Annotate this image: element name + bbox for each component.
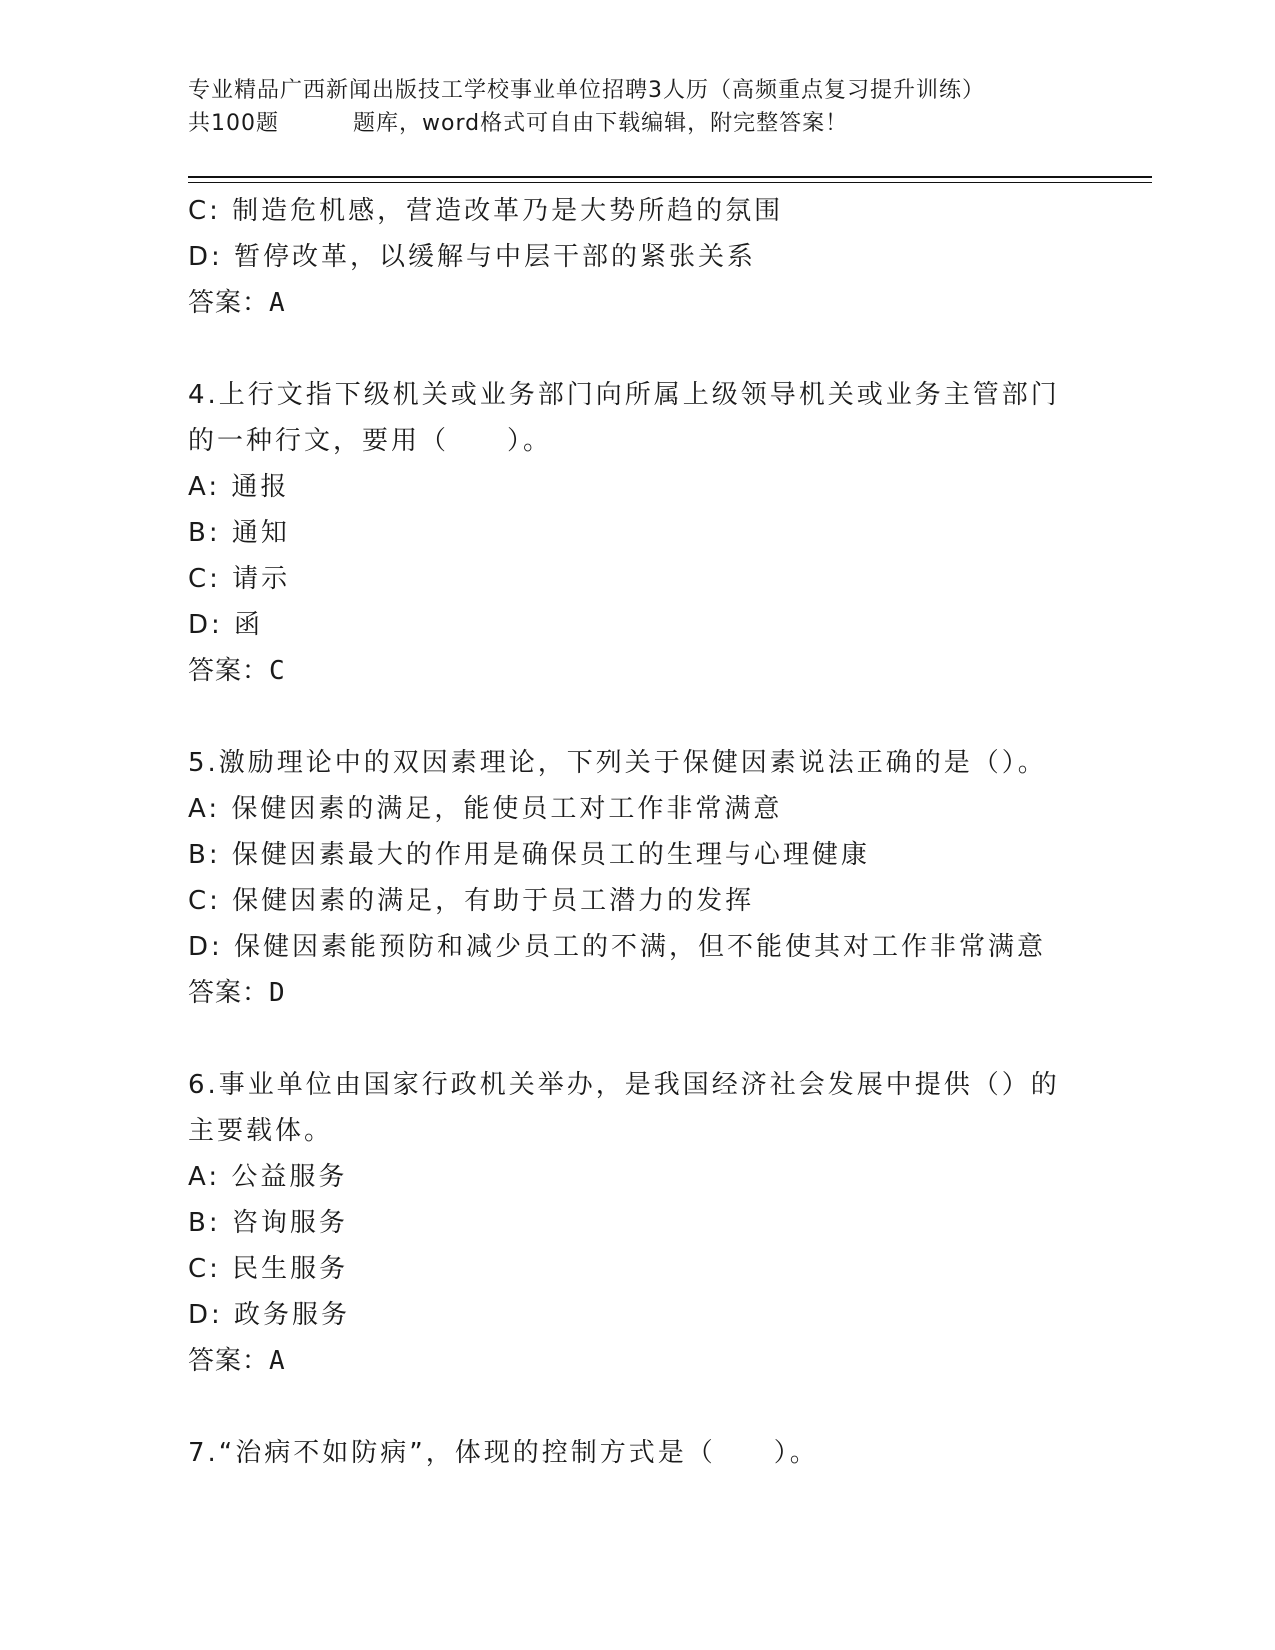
q5-answer — [188, 970, 1088, 1016]
q4-answer — [188, 648, 1088, 694]
answer-label: 答案： — [188, 978, 270, 1008]
answer-value: A — [269, 288, 288, 318]
q3-option-c: C: 制造危机感，营造改革乃是大势所趋的氛围 — [188, 196, 784, 226]
q3-option-d: D: 暂停改革，以缓解与中层干部的紧张关系 — [188, 242, 757, 272]
q7-stem-line1: 7.“治病不如防病”，体现的控制方式是（ ）。 — [188, 1438, 819, 1468]
q4-option-b: B: 通知 — [188, 518, 290, 548]
question-5 — [188, 740, 1088, 1016]
answer-value: C — [269, 656, 288, 686]
q6-stem-line2: 主要载体。 — [188, 1116, 334, 1146]
q4-stem-line1: 4.上行文指下级机关或业务部门向所属上级领导机关或业务主管部门 — [188, 380, 1060, 410]
q6-stem-line1: 6.事业单位由国家行政机关举办，是我国经济社会发展中提供（）的 — [188, 1070, 1060, 1100]
answer-value: D — [269, 978, 288, 1008]
document-header — [188, 74, 1088, 140]
header-rule-thin — [188, 182, 1152, 183]
question-3 — [188, 188, 1088, 326]
header-rule-thick — [188, 176, 1152, 178]
q4-option-a: A: 通报 — [188, 472, 290, 502]
q5-option-b: B: 保健因素最大的作用是确保员工的生理与心理健康 — [188, 840, 870, 870]
q5-option-d: D: 保健因素能预防和减少员工的不满，但不能使其对工作非常满意 — [188, 932, 1047, 962]
q6-option-b: B: 咨询服务 — [188, 1208, 348, 1238]
question-body — [188, 188, 1088, 1476]
header-title-line2 — [188, 107, 1088, 140]
question-7 — [188, 1430, 1088, 1476]
q5-option-c: C: 保健因素的满足，有助于员工潜力的发挥 — [188, 886, 755, 916]
header-description: 题库，word格式可自由下载编辑，附完整答案！ — [353, 111, 849, 136]
header-question-count: 共100题 — [188, 111, 279, 136]
question-4 — [188, 372, 1088, 694]
q6-option-a: A: 公益服务 — [188, 1162, 348, 1192]
q5-option-a: A: 保健因素的满足，能使员工对工作非常满意 — [188, 794, 783, 824]
q6-option-c: C: 民生服务 — [188, 1254, 349, 1284]
q6-answer — [188, 1338, 1088, 1384]
q4-stem-line2: 的一种行文，要用（ ）。 — [188, 426, 553, 456]
answer-label: 答案： — [188, 1346, 270, 1376]
answer-label: 答案： — [188, 656, 270, 686]
q4-option-d: D: 函 — [188, 610, 264, 640]
question-6 — [188, 1062, 1088, 1384]
header-title-line1: 专业精品广西新闻出版技工学校事业单位招聘3人历（高频重点复习提升训练） — [188, 78, 985, 103]
q5-stem-line1: 5.激励理论中的双因素理论，下列关于保健因素说法正确的是（）。 — [188, 748, 1047, 778]
q3-answer — [188, 280, 1088, 326]
answer-label: 答案： — [188, 288, 270, 318]
q6-option-d: D: 政务服务 — [188, 1300, 351, 1330]
answer-value: A — [269, 1346, 288, 1376]
q4-option-c: C: 请示 — [188, 564, 291, 594]
